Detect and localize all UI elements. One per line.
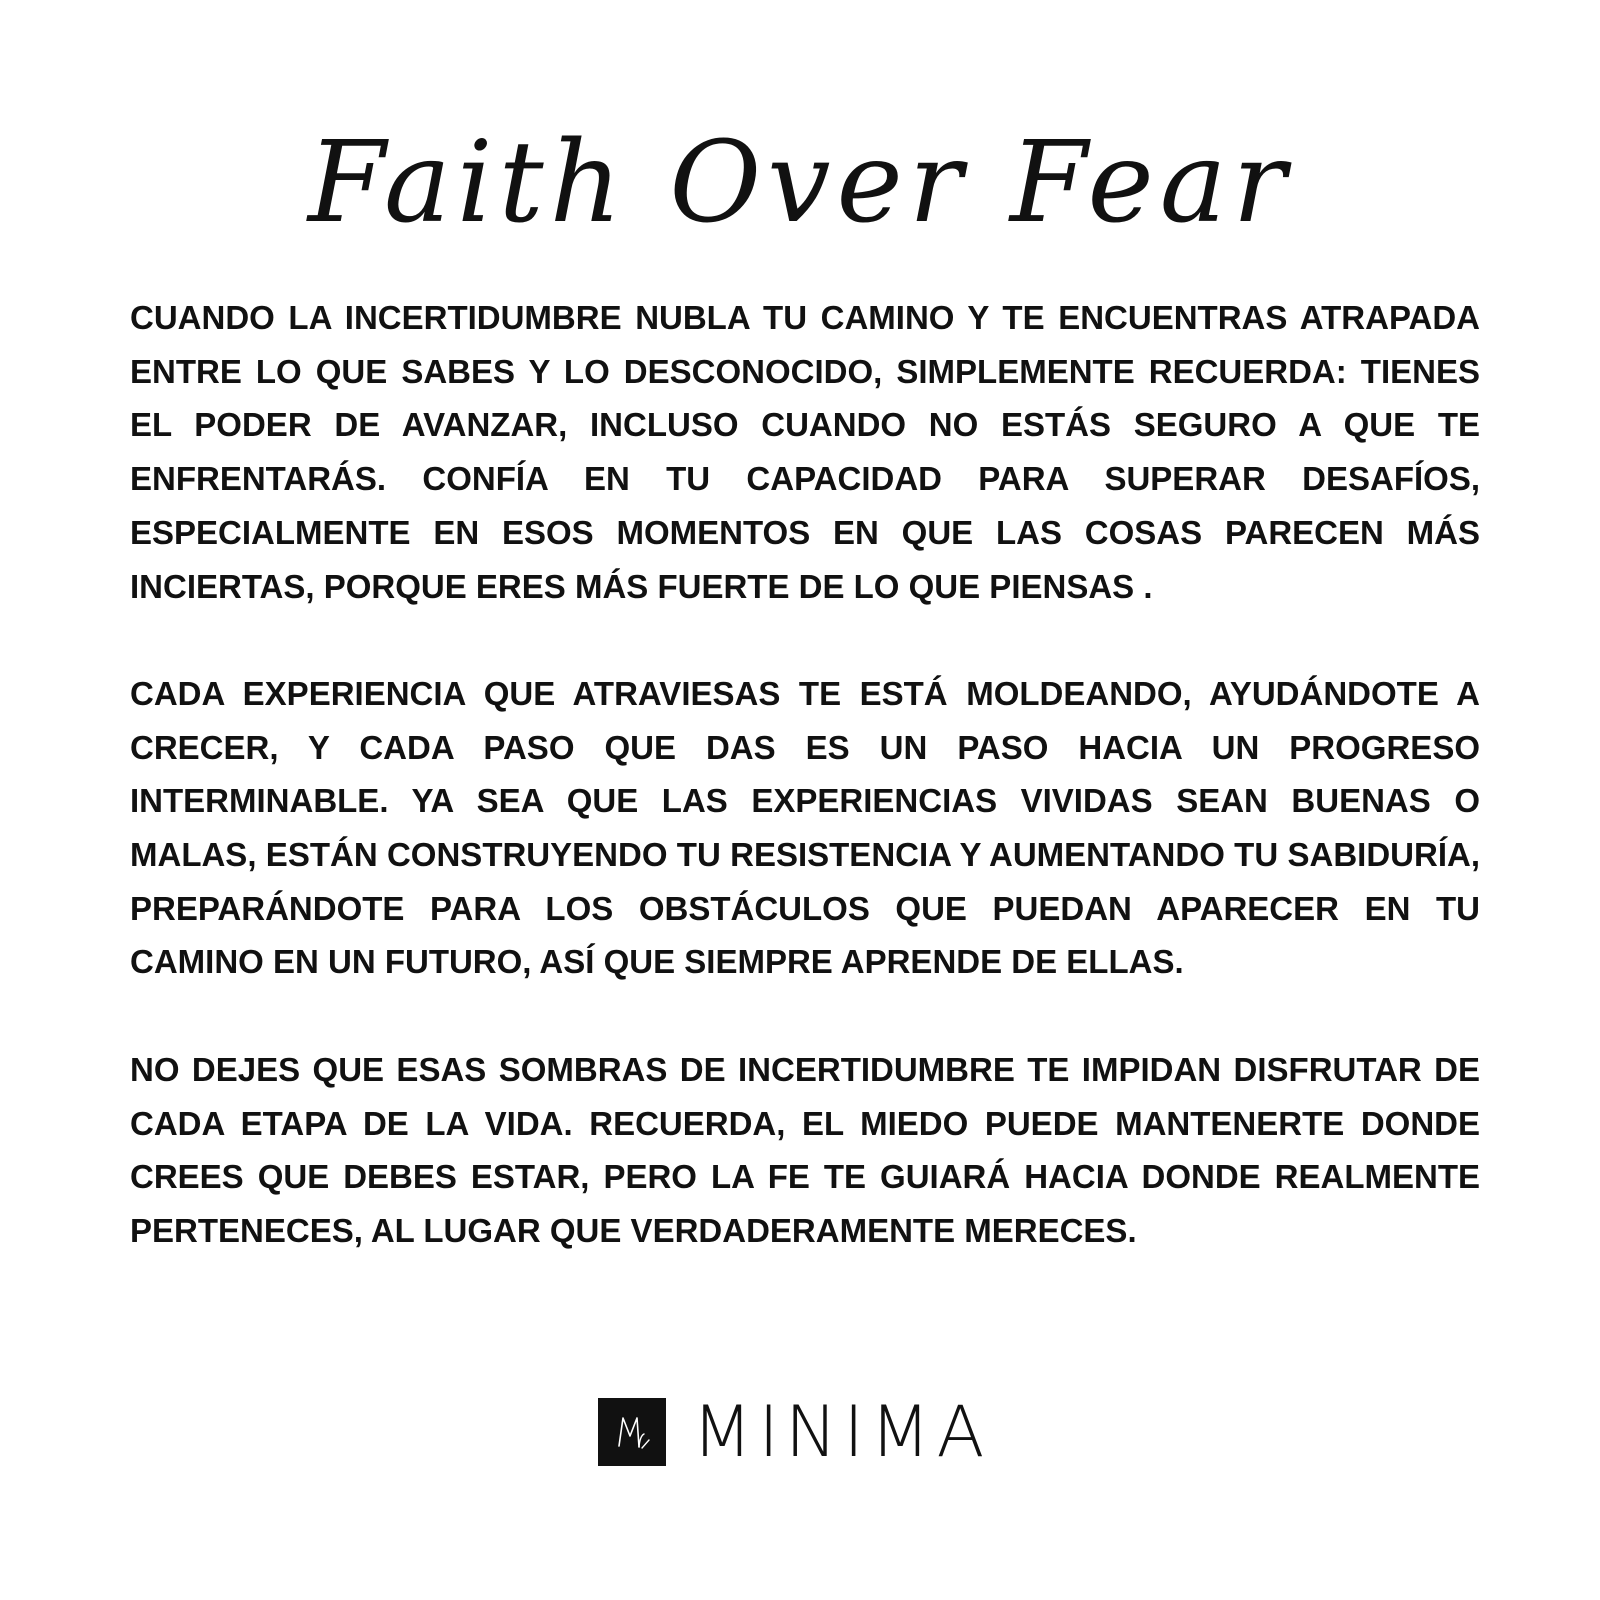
m-signature-icon: [598, 1398, 666, 1466]
page-title: Faith Over Fear: [307, 118, 1293, 248]
body-text: [130, 291, 1480, 1258]
paragraph-2: CADA EXPERIENCIA QUE ATRAVIESAS TE ESTÁ MOLDEANDO, AYUDÁNDOTE A CRECER, Y CADA PASO QUE DAS ES UN PASO HACIA UN PROGRESO INTERMINABLE. YA SEA QUE LAS EXPERIENCIAS VIVIDAS SEAN BUENAS O MALAS, ESTÁN CONSTRUYENDO TU RESISTENCIA Y AUMENTANDO TU SABIDURÍA, PREPARÁNDOTE PARA LOS OBSTÁCULOS QUE PUEDAN APARECER EN TU CAMINO EN UN FUTURO, ASÍ QUE SIEMPRE APRENDE DE ELLAS.: [130, 674, 1480, 981]
brand-name: MINIMA: [692, 1391, 991, 1473]
paragraph-3: NO DEJES QUE ESAS SOMBRAS DE INCERTIDUMBRE TE IMPIDAN DISFRUTAR DE CADA ETAPA DE LA VIDA. RECUERDA, EL MIEDO PUEDE MANTENERTE DONDE CREES QUE DEBES ESTAR, PERO LA FE TE GUIARÁ HACIA DONDE REALMENTE PERTENECES, AL LUGAR QUE VERDADERAMENTE MERECES.: [130, 1050, 1480, 1249]
brand-logo: [598, 1391, 991, 1473]
paragraph-1: CUANDO LA INCERTIDUMBRE NUBLA TU CAMINO Y TE ENCUENTRAS ATRAPADA ENTRE LO QUE SABES Y LO DESCONOCIDO, SIMPLEMENTE RECUERDA: TIENES EL PODER DE AVANZAR, INCLUSO CUANDO NO ESTÁS SEGURO A QUE TE ENFRENTARÁS. CONFÍA EN TU CAPACIDAD PARA SUPERAR DESAFÍOS, ESPECIALMENTE EN ESOS MOMENTOS EN QUE LAS COSAS PARECEN MÁS INCIERTAS, PORQUE ERES MÁS FUERTE DE LO QUE PIENSAS .: [130, 299, 1480, 605]
